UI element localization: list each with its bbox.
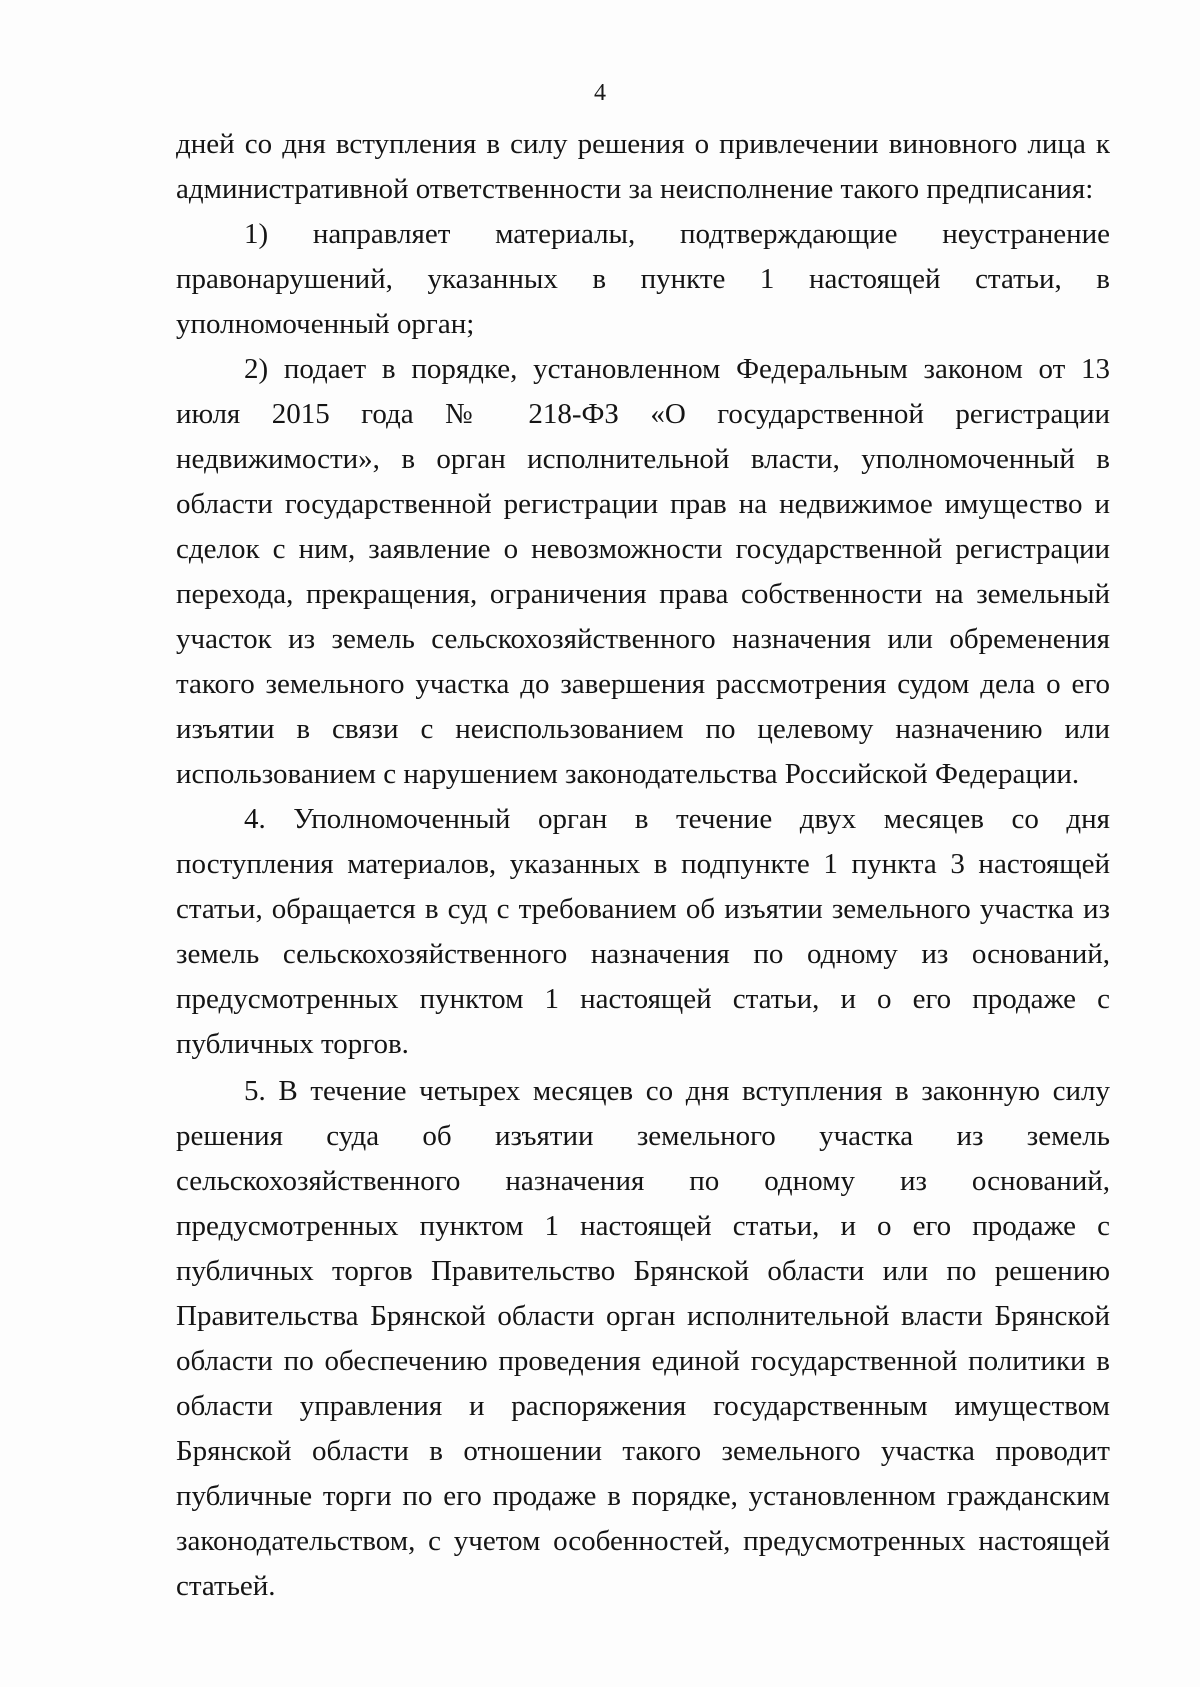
paragraph-item-2: 2) подает в порядке, установленном Федеральным законом от 13 июля 2015 года № 218-ФЗ «О государственной регистрации недвижимости», в орган исполнительной власти, уполномоченный в области государственной регистрации прав на недвижимое имущество и сделок с ним, заявление о невозможности государственной регистрации перехода, прекращения, ограничения права собственности на земельный участок из земель сельскохозяйственного назначения или обременения такого земельного участка до завершения рассмотрения судом дела о его изъятии в связи с неиспользованием по целевому назначению или использованием с нарушением законодательства Российской Федерации. [176,353,1110,790]
paragraph-item-1: 1) направляет материалы, подтверждающие неустранение правонарушений, указанных в пункте 1 настоящей статьи, в уполномоченный орган; [176,218,1110,340]
page-number: 4 [594,80,606,106]
paragraph-continuation: дней со дня вступления в силу решения о привлечении виновного лица к административной ответственности за неисполнение такого предписания: [176,128,1110,205]
document-body [176,122,1110,1609]
paragraph-clause-5: 5. В течение четырех месяцев со дня вступления в законную силу решения суда об изъятии земельного участка из земель сельскохозяйственного назначения по одному из оснований, предусмотренных пунктом 1 настоящей статьи, и о его продаже с публичных торгов Правительство Брянской области или по решению Правительства Брянской области орган исполнительной власти Брянской области по обеспечению проведения единой государственной политики в области управления и распоряжения государственным имуществом Брянской области в отношении такого земельного участка проводит публичные торги по его продаже в порядке, установленном гражданским законодательством, с учетом особенностей, предусмотренных настоящей статьей. [176,1075,1110,1602]
paragraph-clause-4: 4. Уполномоченный орган в течение двух месяцев со дня поступления материалов, указанных в подпункте 1 пункта 3 настоящей статьи, обращается в суд с требованием об изъятии земельного участка из земель сельскохозяйственного назначения по одному из оснований, предусмотренных пунктом 1 настоящей статьи, и о его продаже с публичных торгов. [176,803,1110,1060]
